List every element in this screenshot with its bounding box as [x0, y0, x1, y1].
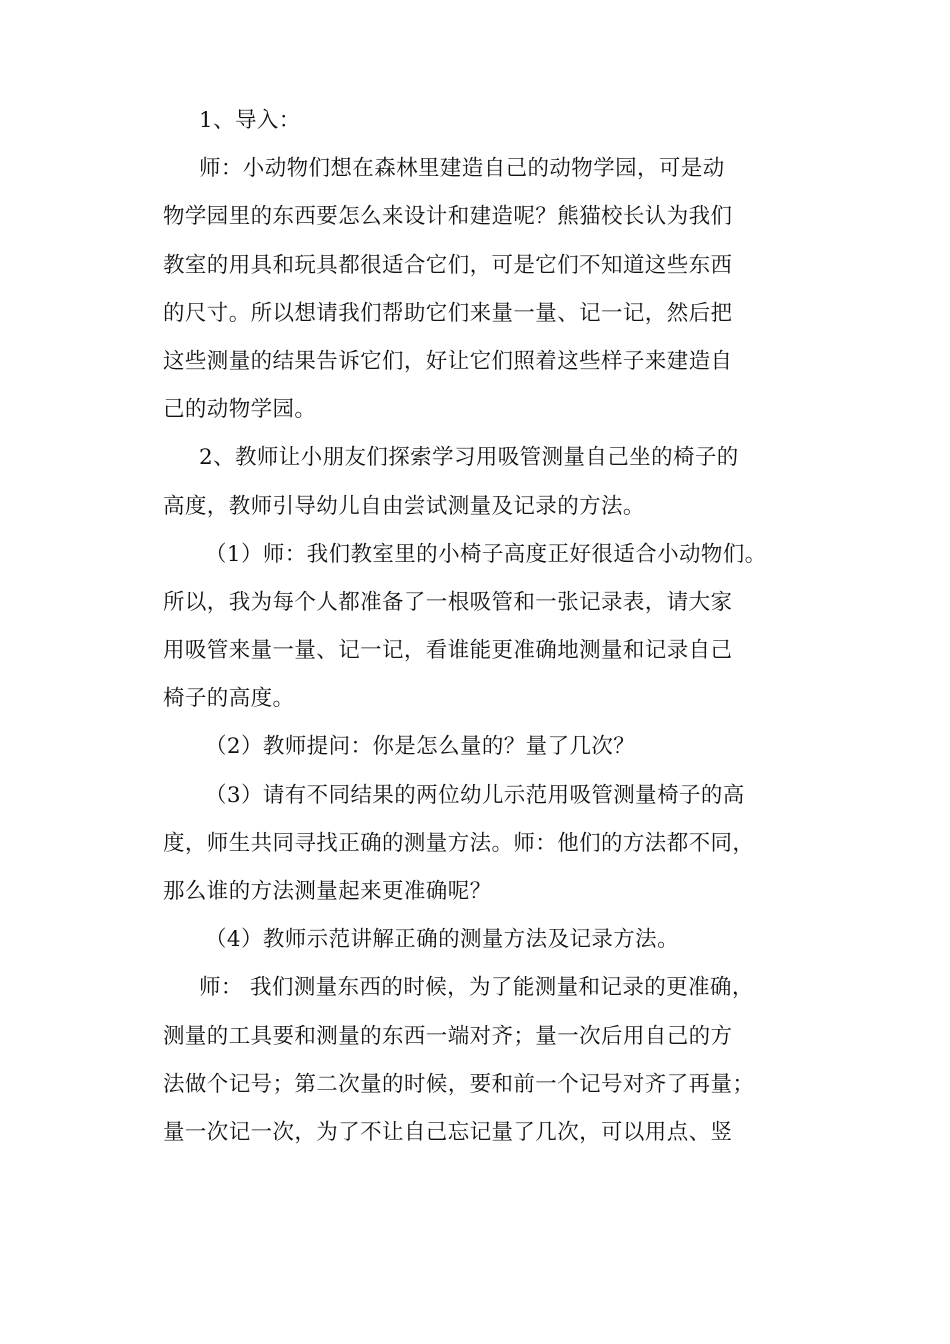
- text-line: 用吸管来量一量、记一记，看谁能更准确地测量和记录自己: [163, 638, 733, 664]
- text-line: 的尺寸。所以想请我们帮助它们来量一量、记一记，然后把: [163, 300, 733, 326]
- text-line: 高度，教师引导幼儿自由尝试测量及记录的方法。: [163, 493, 645, 519]
- text-line: 椅子的高度。: [163, 686, 295, 712]
- text-line: （3）请有不同结果的两位幼儿示范用吸管测量椅子的高: [205, 782, 745, 808]
- text-line: （1）师：我们教室里的小椅子高度正好很适合小动物们。: [205, 541, 767, 567]
- text-line: 教室的用具和玩具都很适合它们，可是它们不知道这些东西: [163, 252, 733, 278]
- text-line: 这些测量的结果告诉它们，好让它们照着这些样子来建造自: [163, 348, 733, 374]
- text-line: 2、教师让小朋友们探索学习用吸管测量自己坐的椅子的: [199, 445, 739, 471]
- text-line: 师：小动物们想在森林里建造自己的动物学园，可是动: [199, 156, 725, 182]
- text-line: 法做个记号；第二次量的时候，要和前一个记号对齐了再量；: [163, 1071, 755, 1097]
- text-line: 1、导入：: [199, 108, 301, 133]
- text-line: 度，师生共同寻找正确的测量方法。师：他们的方法都不同，: [163, 830, 755, 856]
- text-line: 物学园里的东西要怎么来设计和建造呢？熊猫校长认为我们: [163, 204, 733, 230]
- text-line: 那么谁的方法测量起来更准确呢？: [163, 879, 492, 904]
- document-body: [163, 97, 793, 1157]
- text-line: 测量的工具要和测量的东西一端对齐；量一次后用自己的方: [163, 1023, 733, 1049]
- text-line: 己的动物学园。: [163, 397, 317, 423]
- text-line: 所以，我为每个人都准备了一根吸管和一张记录表，请大家: [163, 589, 733, 615]
- text-line: 师： 我们测量东西的时候，为了能测量和记录的更准确，: [199, 975, 754, 1001]
- text-line: （4）教师示范讲解正确的测量方法及记录方法。: [205, 927, 679, 953]
- text-line: 量一次记一次，为了不让自己忘记量了几次，可以用点、竖: [163, 1119, 733, 1145]
- text-line: （2）教师提问：你是怎么量的？量了几次？: [205, 734, 636, 760]
